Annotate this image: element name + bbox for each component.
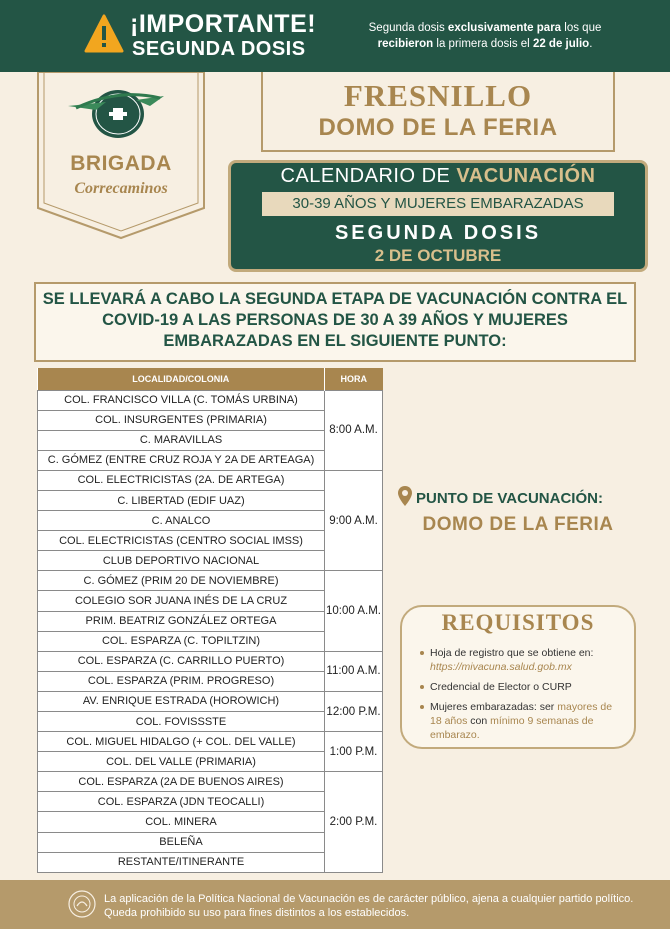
locality-cell: COL. MINERA: [38, 812, 325, 832]
vaccination-point-label: PUNTO DE VACUNACIÓN:: [416, 490, 603, 507]
table-row: [38, 470, 383, 490]
locality-cell: COL. ESPARZA (JDN TEOCALLI): [38, 792, 325, 812]
schedule-body: [38, 390, 383, 872]
locality-cell: COL. ESPARZA (C. TOPILTZIN): [38, 631, 325, 651]
table-row: [38, 390, 383, 410]
locality-cell: COL. ESPARZA (2A DE BUENOS AIRES): [38, 772, 325, 792]
column-header-locality: LOCALIDAD/COLONIA: [38, 368, 325, 390]
locality-cell: COL. DEL VALLE (PRIMARIA): [38, 752, 325, 772]
location-pin-icon: [398, 486, 412, 506]
requirements-title: REQUISITOS: [441, 610, 595, 635]
locality-cell: C. LIBERTAD (EDIF UAZ): [38, 490, 325, 510]
city-title: FRESNILLO: [343, 78, 533, 113]
table-row: [38, 651, 383, 671]
locality-cell: C. GÓMEZ (PRIM 20 DE NOVIEMBRE): [38, 571, 325, 591]
locality-cell: COL. ESPARZA (C. CARRILLO PUERTO): [38, 651, 325, 671]
dose-label: SEGUNDA DOSIS: [334, 222, 542, 244]
list-item: Credencial de Elector o CURP: [420, 680, 625, 694]
important-subtitle: SEGUNDA DOSIS: [132, 38, 306, 60]
time-cell: 10:00 A.M.: [325, 571, 383, 651]
warning-icon: [84, 14, 124, 54]
table-row: [38, 732, 383, 752]
list-item: Hoja de registro que se obtiene en: https://mivacuna.salud.gob.mx: [420, 646, 625, 674]
important-title: ¡IMPORTANTE!: [130, 10, 317, 38]
locality-cell: C. MARAVILLAS: [38, 430, 325, 450]
locality-cell: COLEGIO SOR JUANA INÉS DE LA CRUZ: [38, 591, 325, 611]
locality-cell: BELEÑA: [38, 832, 325, 852]
table-row: [38, 772, 383, 792]
government-seal-icon: [68, 890, 96, 918]
table-row: [38, 691, 383, 711]
age-group-strip: 30-39 AÑOS Y MUJERES EMBARAZADAS: [262, 192, 614, 216]
locality-cell: CLUB DEPORTIVO NACIONAL: [38, 551, 325, 571]
locality-cell: PRIM. BEATRIZ GONZÁLEZ ORTEGA: [38, 611, 325, 631]
locality-cell: COL. FRANCISCO VILLA (C. TOMÁS URBINA): [38, 390, 325, 410]
locality-cell: COL. INSURGENTES (PRIMARIA): [38, 410, 325, 430]
schedule-table: [37, 368, 383, 873]
time-cell: 2:00 P.M.: [325, 772, 383, 872]
time-cell: 11:00 A.M.: [325, 651, 383, 691]
list-item: Mujeres embarazadas: ser mayores de 18 años con mínimo 9 semanas de embarazo.: [420, 700, 625, 742]
table-header-row: [38, 368, 383, 390]
locality-cell: C. ANALCO: [38, 511, 325, 531]
venue-title: DOMO DE LA FERIA: [318, 114, 558, 141]
locality-cell: RESTANTE/ITINERANTE: [38, 852, 325, 872]
locality-cell: COL. ELECTRICISTAS (2A. DE ARTEGA): [38, 470, 325, 490]
locality-cell: COL. MIGUEL HIDALGO (+ COL. DEL VALLE): [38, 732, 325, 752]
date-label: 2 DE OCTUBRE: [374, 246, 502, 265]
column-header-time: HORA: [325, 368, 383, 390]
registration-link[interactable]: https://mivacuna.salud.gob.mx: [430, 661, 572, 673]
vaccination-point-place: DOMO DE LA FERIA: [422, 514, 614, 535]
time-cell: 12:00 P.M.: [325, 691, 383, 731]
table-row: [38, 571, 383, 591]
correcaminos-label: Correcaminos: [74, 180, 168, 197]
time-cell: 9:00 A.M.: [325, 470, 383, 570]
footer-disclaimer: La aplicación de la Política Nacional de Vacunación es de carácter público, ajena a cualquier partido político. Queda prohibido su uso para fines distintos a los establecidos.: [104, 893, 634, 919]
time-cell: 8:00 A.M.: [325, 390, 383, 470]
correcaminos-logo-icon: [66, 84, 166, 144]
intro-text: SE LLEVARÁ A CABO LA SEGUNDA ETAPA DE VACUNACIÓN CONTRA EL COVID-19 A LAS PERSONAS DE 30 A 39 AÑOS Y MUJERES EMBARAZADAS EN EL SIGUIENTE PUNTO:: [42, 290, 628, 350]
important-note: Segunda dosis exclusivamente para los que recibieron la primera dosis el 22 de julio.: [368, 22, 602, 50]
brigada-label: BRIGADA: [70, 152, 172, 175]
locality-cell: AV. ENRIQUE ESTRADA (HOROWICH): [38, 691, 325, 711]
locality-cell: C. GÓMEZ (ENTRE CRUZ ROJA Y 2A DE ARTEAGA): [38, 450, 325, 470]
time-cell: 1:00 P.M.: [325, 732, 383, 772]
locality-cell: COL. ESPARZA (PRIM. PROGRESO): [38, 671, 325, 691]
locality-cell: COL. FOVISSSTE: [38, 712, 325, 732]
requirements-list: [420, 646, 625, 748]
locality-cell: COL. ELECTRICISTAS (CENTRO SOCIAL IMSS): [38, 531, 325, 551]
calendar-title: CALENDARIO DE VACUNACIÓN: [280, 165, 596, 187]
